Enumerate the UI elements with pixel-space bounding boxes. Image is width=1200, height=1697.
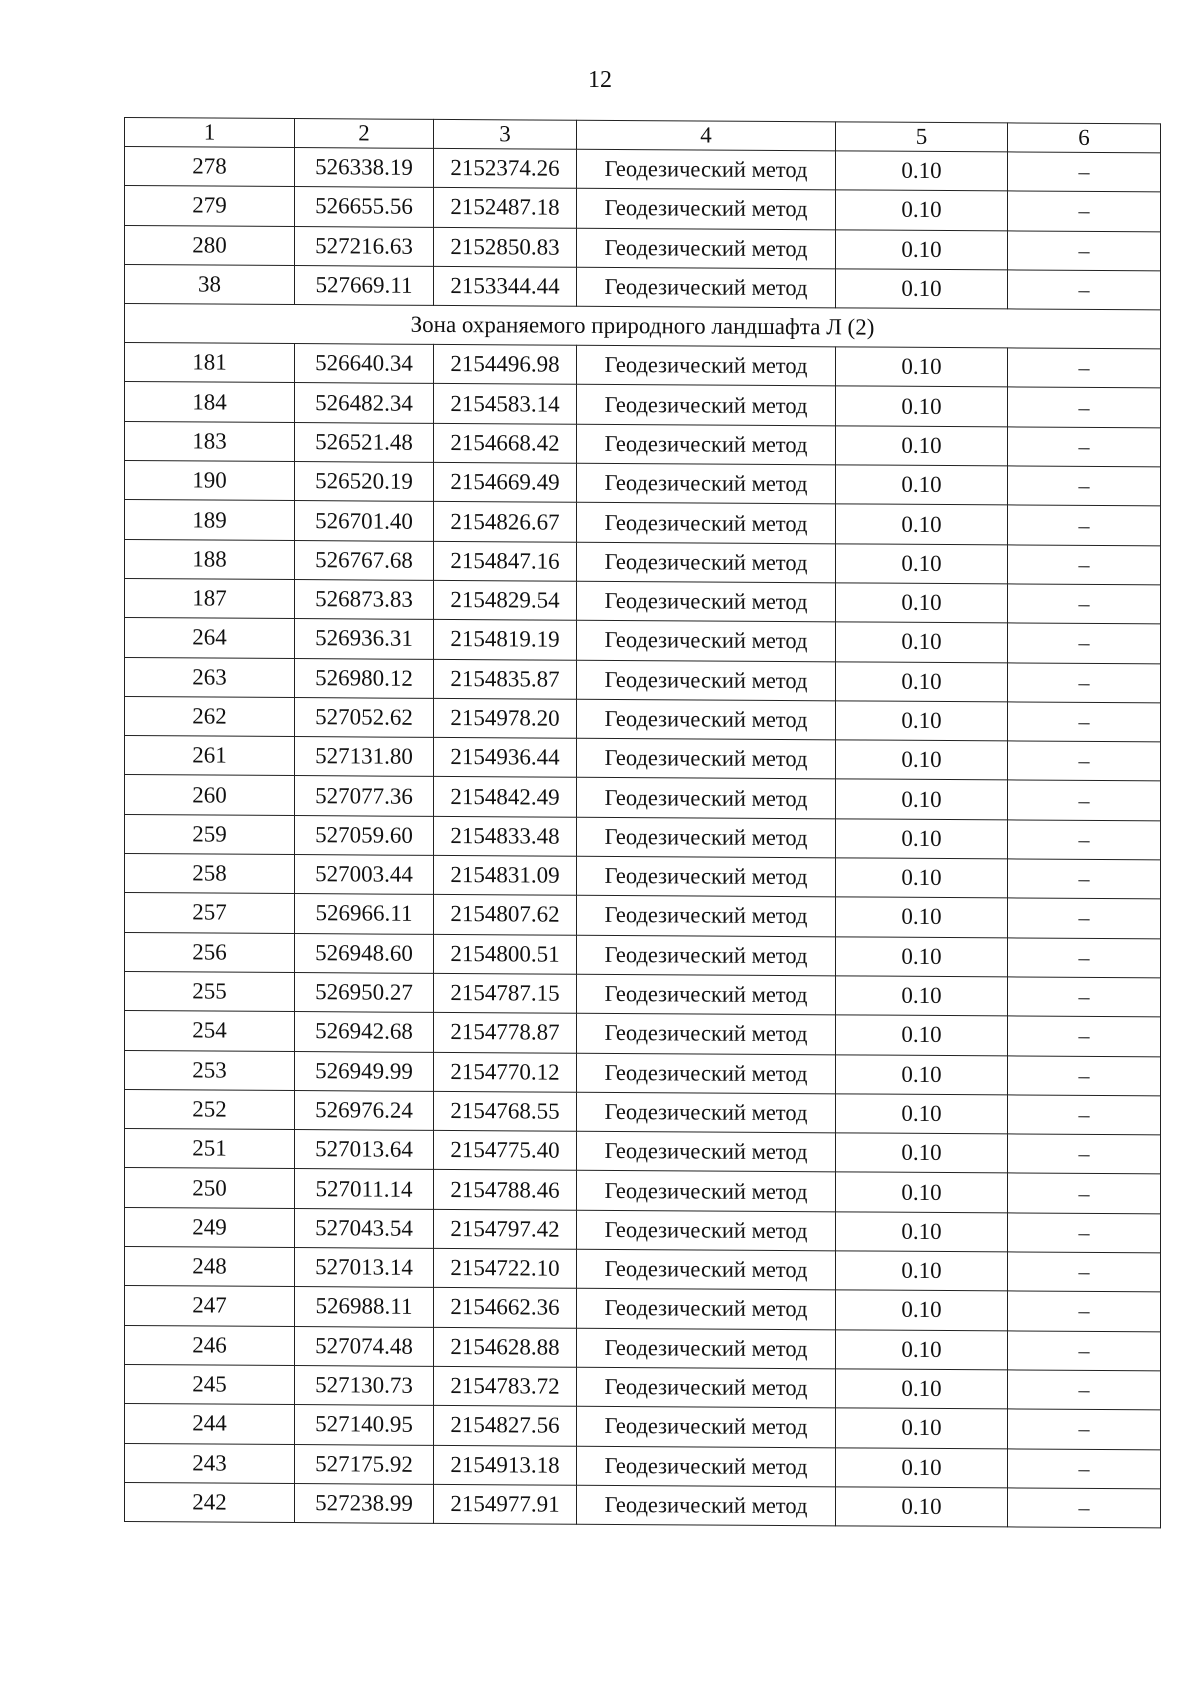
point-number-cell: 278 — [125, 147, 295, 187]
table-row — [125, 932, 1161, 978]
table-row — [125, 461, 1161, 507]
accuracy-cell: 0.10 — [836, 1447, 1008, 1487]
x-coordinate-cell: 526521.48 — [295, 422, 434, 462]
method-cell: Геодезический метод — [577, 1171, 836, 1212]
table-row — [125, 775, 1161, 821]
method-cell: Геодезический метод — [577, 935, 836, 976]
method-cell: Геодезический метод — [577, 189, 836, 230]
method-cell: Геодезический метод — [577, 1013, 836, 1054]
y-coordinate-cell: 2154831.09 — [434, 855, 577, 895]
point-number-cell: 247 — [125, 1286, 295, 1326]
x-coordinate-cell: 526873.83 — [295, 580, 434, 620]
note-cell: – — [1008, 1488, 1161, 1528]
point-number-cell: 242 — [125, 1482, 295, 1522]
point-number-cell: 189 — [125, 500, 295, 540]
accuracy-cell: 0.10 — [836, 936, 1008, 976]
point-number-cell: 243 — [125, 1443, 295, 1483]
y-coordinate-cell: 2154833.48 — [434, 816, 577, 856]
x-coordinate-cell: 526640.34 — [295, 344, 434, 384]
point-number-cell: 183 — [125, 421, 295, 461]
x-coordinate-cell: 527130.73 — [295, 1365, 434, 1405]
note-cell: – — [1008, 584, 1161, 624]
x-coordinate-cell: 527074.48 — [295, 1326, 434, 1366]
note-cell: – — [1008, 898, 1161, 938]
method-cell: Геодезический метод — [577, 856, 836, 897]
accuracy-cell: 0.10 — [836, 622, 1008, 662]
note-cell: – — [1008, 623, 1161, 663]
y-coordinate-cell: 2154800.51 — [434, 934, 577, 974]
method-cell: Геодезический метод — [577, 1131, 836, 1172]
accuracy-cell: 0.10 — [836, 544, 1008, 584]
y-coordinate-cell: 2154826.67 — [434, 502, 577, 542]
x-coordinate-cell: 526936.31 — [295, 619, 434, 659]
x-coordinate-cell: 527003.44 — [295, 855, 434, 895]
accuracy-cell: 0.10 — [836, 1054, 1008, 1094]
note-cell: – — [1008, 466, 1161, 506]
y-coordinate-cell: 2154669.49 — [434, 462, 577, 502]
x-coordinate-cell: 526980.12 — [295, 658, 434, 698]
point-number-cell: 187 — [125, 578, 295, 618]
method-cell: Геодезический метод — [577, 1210, 836, 1251]
method-cell: Геодезический метод — [577, 817, 836, 858]
accuracy-cell: 0.10 — [836, 347, 1008, 387]
table-row — [125, 696, 1161, 742]
y-coordinate-cell: 2154787.15 — [434, 973, 577, 1013]
point-number-cell: 260 — [125, 775, 295, 815]
table-row — [125, 1168, 1161, 1214]
y-coordinate-cell: 2154842.49 — [434, 777, 577, 817]
x-coordinate-cell: 527669.11 — [295, 265, 434, 305]
accuracy-cell: 0.10 — [836, 661, 1008, 701]
y-coordinate-cell: 2154775.40 — [434, 1131, 577, 1171]
table-row — [125, 618, 1161, 664]
y-coordinate-cell: 2154668.42 — [434, 423, 577, 463]
note-cell: – — [1008, 1213, 1161, 1253]
y-coordinate-cell: 2154662.36 — [434, 1288, 577, 1328]
accuracy-cell: 0.10 — [836, 701, 1008, 741]
header-cell-5: 5 — [836, 122, 1008, 152]
point-number-cell: 258 — [125, 854, 295, 894]
note-cell: – — [1008, 270, 1161, 310]
method-cell: Геодезический метод — [577, 581, 836, 622]
page-number: 12 — [588, 67, 612, 93]
header-cell-1: 1 — [125, 118, 295, 148]
header-cell-3: 3 — [434, 119, 577, 149]
note-cell: – — [1008, 977, 1161, 1017]
accuracy-cell: 0.10 — [836, 779, 1008, 819]
header-cell-6: 6 — [1008, 123, 1161, 153]
point-number-cell: 280 — [125, 225, 295, 265]
note-cell: – — [1008, 191, 1161, 231]
accuracy-cell: 0.10 — [836, 583, 1008, 623]
x-coordinate-cell: 527043.54 — [295, 1208, 434, 1248]
method-cell: Геодезический метод — [577, 1053, 836, 1094]
x-coordinate-cell: 527052.62 — [295, 697, 434, 737]
accuracy-cell: 0.10 — [836, 858, 1008, 898]
accuracy-cell: 0.10 — [836, 819, 1008, 859]
y-coordinate-cell: 2154496.98 — [434, 345, 577, 385]
point-number-cell: 245 — [125, 1364, 295, 1404]
y-coordinate-cell: 2154778.87 — [434, 1013, 577, 1053]
method-cell: Геодезический метод — [577, 621, 836, 662]
method-cell: Геодезический метод — [577, 660, 836, 701]
point-number-cell: 38 — [125, 264, 295, 304]
y-coordinate-cell: 2154722.10 — [434, 1248, 577, 1288]
accuracy-cell: 0.10 — [836, 1251, 1008, 1291]
y-coordinate-cell: 2154978.20 — [434, 698, 577, 738]
method-cell: Геодезический метод — [577, 503, 836, 544]
note-cell: – — [1008, 427, 1161, 467]
note-cell: – — [1008, 1409, 1161, 1449]
note-cell: – — [1008, 505, 1161, 545]
x-coordinate-cell: 527077.36 — [295, 776, 434, 816]
x-coordinate-cell: 527175.92 — [295, 1444, 434, 1484]
table-row — [125, 971, 1161, 1017]
point-number-cell: 246 — [125, 1325, 295, 1365]
table-row — [125, 264, 1161, 310]
note-cell: – — [1008, 938, 1161, 978]
coordinates-table-body — [125, 118, 1161, 1528]
x-coordinate-cell: 527140.95 — [295, 1405, 434, 1445]
x-coordinate-cell: 526949.99 — [295, 1051, 434, 1091]
table-row — [125, 186, 1161, 232]
table-row — [125, 1011, 1161, 1057]
x-coordinate-cell: 526988.11 — [295, 1287, 434, 1327]
y-coordinate-cell: 2152487.18 — [434, 188, 577, 228]
table-row — [125, 539, 1161, 585]
x-coordinate-cell: 526767.68 — [295, 540, 434, 580]
point-number-cell: 253 — [125, 1050, 295, 1090]
table-row — [125, 814, 1161, 860]
x-coordinate-cell: 527059.60 — [295, 815, 434, 855]
x-coordinate-cell: 527131.80 — [295, 737, 434, 777]
method-cell: Геодезический метод — [577, 1485, 836, 1526]
accuracy-cell: 0.10 — [836, 151, 1008, 191]
table-row — [125, 1050, 1161, 1096]
point-number-cell: 262 — [125, 696, 295, 736]
accuracy-cell: 0.10 — [836, 190, 1008, 230]
table-row — [125, 421, 1161, 467]
point-number-cell: 184 — [125, 382, 295, 422]
table-row — [125, 147, 1161, 193]
method-cell: Геодезический метод — [577, 149, 836, 190]
x-coordinate-cell: 527216.63 — [295, 226, 434, 266]
table-row — [125, 1482, 1161, 1528]
x-coordinate-cell: 527013.14 — [295, 1248, 434, 1288]
point-number-cell: 188 — [125, 539, 295, 579]
y-coordinate-cell: 2154807.62 — [434, 895, 577, 935]
accuracy-cell: 0.10 — [836, 1212, 1008, 1252]
note-cell: – — [1008, 662, 1161, 702]
y-coordinate-cell: 2154783.72 — [434, 1366, 577, 1406]
table-row — [125, 893, 1161, 939]
y-coordinate-cell: 2154847.16 — [434, 541, 577, 581]
note-cell: – — [1008, 1134, 1161, 1174]
note-cell: – — [1008, 545, 1161, 585]
note-cell: – — [1008, 859, 1161, 899]
method-cell: Геодезический метод — [577, 1092, 836, 1133]
note-cell: – — [1008, 348, 1161, 388]
accuracy-cell: 0.10 — [836, 386, 1008, 426]
accuracy-cell: 0.10 — [836, 229, 1008, 269]
point-number-cell: 279 — [125, 186, 295, 226]
method-cell: Геодезический метод — [577, 267, 836, 308]
note-cell: – — [1008, 152, 1161, 192]
method-cell: Геодезический метод — [577, 1249, 836, 1290]
method-cell: Геодезический метод — [577, 424, 836, 465]
table-row — [125, 1129, 1161, 1175]
accuracy-cell: 0.10 — [836, 1487, 1008, 1527]
y-coordinate-cell: 2154583.14 — [434, 384, 577, 424]
note-cell: – — [1008, 1252, 1161, 1292]
x-coordinate-cell: 526482.34 — [295, 383, 434, 423]
method-cell: Геодезический метод — [577, 542, 836, 583]
method-cell: Геодезический метод — [577, 699, 836, 740]
accuracy-cell: 0.10 — [836, 1408, 1008, 1448]
point-number-cell: 263 — [125, 657, 295, 697]
method-cell: Геодезический метод — [577, 228, 836, 269]
y-coordinate-cell: 2154788.46 — [434, 1170, 577, 1210]
coordinates-table — [124, 117, 1161, 1528]
note-cell: – — [1008, 1331, 1161, 1371]
note-cell: – — [1008, 1370, 1161, 1410]
y-coordinate-cell: 2152850.83 — [434, 227, 577, 267]
point-number-cell: 254 — [125, 1011, 295, 1051]
x-coordinate-cell: 526948.60 — [295, 933, 434, 973]
x-coordinate-cell: 526976.24 — [295, 1090, 434, 1130]
note-cell: – — [1008, 1055, 1161, 1095]
section-title: Зона охраняемого природного ландшафта Л (2) — [125, 304, 1161, 349]
point-number-cell: 256 — [125, 932, 295, 972]
point-number-cell: 257 — [125, 893, 295, 933]
note-cell: – — [1008, 820, 1161, 860]
x-coordinate-cell: 526950.27 — [295, 972, 434, 1012]
accuracy-cell: 0.10 — [836, 1094, 1008, 1134]
method-cell: Геодезический метод — [577, 1289, 836, 1330]
y-coordinate-cell: 2154770.12 — [434, 1052, 577, 1092]
accuracy-cell: 0.10 — [836, 1133, 1008, 1173]
point-number-cell: 250 — [125, 1168, 295, 1208]
table-row — [125, 1247, 1161, 1293]
accuracy-cell: 0.10 — [836, 1172, 1008, 1212]
accuracy-cell: 0.10 — [836, 976, 1008, 1016]
x-coordinate-cell: 526966.11 — [295, 894, 434, 934]
accuracy-cell: 0.10 — [836, 1290, 1008, 1330]
point-number-cell: 190 — [125, 461, 295, 501]
table-row — [125, 343, 1161, 389]
y-coordinate-cell: 2154936.44 — [434, 738, 577, 778]
table-row — [125, 1207, 1161, 1253]
point-number-cell: 244 — [125, 1404, 295, 1444]
accuracy-cell: 0.10 — [836, 426, 1008, 466]
method-cell: Геодезический метод — [577, 1328, 836, 1369]
accuracy-cell: 0.10 — [836, 504, 1008, 544]
header-cell-2: 2 — [295, 119, 434, 149]
y-coordinate-cell: 2154827.56 — [434, 1406, 577, 1446]
accuracy-cell: 0.10 — [836, 269, 1008, 309]
x-coordinate-cell: 526520.19 — [295, 462, 434, 502]
method-cell: Геодезический метод — [577, 1367, 836, 1408]
y-coordinate-cell: 2154829.54 — [434, 580, 577, 620]
y-coordinate-cell: 2154835.87 — [434, 659, 577, 699]
method-cell: Геодезический метод — [577, 896, 836, 937]
y-coordinate-cell: 2154768.55 — [434, 1091, 577, 1131]
point-number-cell: 264 — [125, 618, 295, 658]
point-number-cell: 248 — [125, 1247, 295, 1287]
table-row — [125, 225, 1161, 271]
y-coordinate-cell: 2154628.88 — [434, 1327, 577, 1367]
accuracy-cell: 0.10 — [836, 1329, 1008, 1369]
x-coordinate-cell: 527011.14 — [295, 1169, 434, 1209]
method-cell: Геодезический метод — [577, 974, 836, 1015]
point-number-cell: 261 — [125, 736, 295, 776]
table-row — [125, 1404, 1161, 1450]
table-row — [125, 1325, 1161, 1371]
method-cell: Геодезический метод — [577, 1446, 836, 1487]
note-cell: – — [1008, 1016, 1161, 1056]
accuracy-cell: 0.10 — [836, 465, 1008, 505]
table-row — [125, 382, 1161, 428]
table-row — [125, 1286, 1161, 1332]
method-cell: Геодезический метод — [577, 345, 836, 386]
y-coordinate-cell: 2153344.44 — [434, 266, 577, 306]
note-cell: – — [1008, 741, 1161, 781]
x-coordinate-cell: 526701.40 — [295, 501, 434, 541]
x-coordinate-cell: 527013.64 — [295, 1130, 434, 1170]
point-number-cell: 181 — [125, 343, 295, 383]
table-row — [125, 657, 1161, 703]
table-row — [125, 500, 1161, 546]
method-cell: Геодезический метод — [577, 463, 836, 504]
table-row — [125, 1443, 1161, 1489]
x-coordinate-cell: 526338.19 — [295, 148, 434, 188]
accuracy-cell: 0.10 — [836, 1369, 1008, 1409]
y-coordinate-cell: 2154819.19 — [434, 620, 577, 660]
note-cell: – — [1008, 1448, 1161, 1488]
table-row — [125, 736, 1161, 782]
point-number-cell: 255 — [125, 971, 295, 1011]
table-row — [125, 1364, 1161, 1410]
note-cell: – — [1008, 230, 1161, 270]
method-cell: Геодезический метод — [577, 738, 836, 779]
method-cell: Геодезический метод — [577, 1406, 836, 1447]
y-coordinate-cell: 2154977.91 — [434, 1484, 577, 1524]
accuracy-cell: 0.10 — [836, 740, 1008, 780]
note-cell: – — [1008, 1095, 1161, 1135]
point-number-cell: 259 — [125, 814, 295, 854]
note-cell: – — [1008, 1173, 1161, 1213]
point-number-cell: 251 — [125, 1129, 295, 1169]
method-cell: Геодезический метод — [577, 385, 836, 426]
note-cell: – — [1008, 387, 1161, 427]
x-coordinate-cell: 526942.68 — [295, 1012, 434, 1052]
note-cell: – — [1008, 1291, 1161, 1331]
accuracy-cell: 0.10 — [836, 897, 1008, 937]
note-cell: – — [1008, 702, 1161, 742]
y-coordinate-cell: 2154913.18 — [434, 1445, 577, 1485]
method-cell: Геодезический метод — [577, 778, 836, 819]
x-coordinate-cell: 526655.56 — [295, 187, 434, 227]
point-number-cell: 249 — [125, 1207, 295, 1247]
table-row — [125, 1089, 1161, 1135]
section-header-row — [125, 304, 1161, 349]
accuracy-cell: 0.10 — [836, 1015, 1008, 1055]
table-row — [125, 578, 1161, 624]
y-coordinate-cell: 2154797.42 — [434, 1209, 577, 1249]
table-row — [125, 854, 1161, 900]
point-number-cell: 252 — [125, 1089, 295, 1129]
y-coordinate-cell: 2152374.26 — [434, 148, 577, 188]
note-cell: – — [1008, 780, 1161, 820]
x-coordinate-cell: 527238.99 — [295, 1483, 434, 1523]
header-cell-4: 4 — [577, 120, 836, 151]
